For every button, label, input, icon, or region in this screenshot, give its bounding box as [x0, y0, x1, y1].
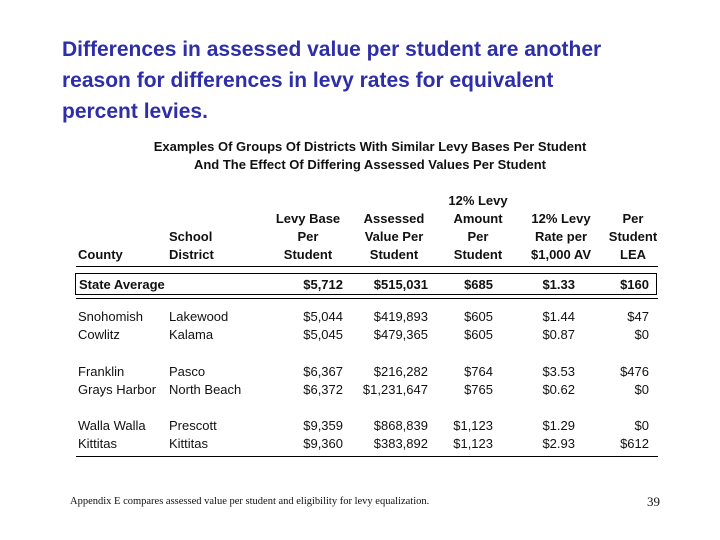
lea-cell: $0 — [634, 327, 649, 342]
header-line: 12% Levy — [531, 211, 591, 226]
levy-rate-cell: $0.62 — [542, 382, 575, 397]
levy-rate-cell: $0.87 — [542, 327, 575, 342]
state-average-assessed-value: $515,031 — [373, 277, 428, 292]
slide-title-line: Differences in assessed value per student are another — [62, 38, 602, 61]
header-line: Value Per — [364, 229, 424, 244]
lea-cell: $0 — [634, 418, 649, 433]
levy-amount-cell: $765 — [464, 382, 493, 397]
table-bottom-rule — [76, 456, 658, 457]
district-cell: Pasco — [169, 364, 206, 379]
header-line: School — [169, 229, 213, 244]
lea-cell: $47 — [627, 309, 649, 324]
levy-amount-cell: $1,123 — [453, 418, 493, 433]
header-line: 12% Levy — [448, 193, 508, 208]
slide-title-line: reason for differences in levy rates for equivalent — [62, 69, 554, 92]
levy-amount-cell: $605 — [464, 309, 493, 324]
assessed-value-cell: $419,893 — [373, 309, 428, 324]
header-line: Student — [369, 247, 419, 262]
lea-cell: $476 — [620, 364, 649, 379]
lea-cell: $0 — [634, 382, 649, 397]
district-cell: Kittitas — [169, 436, 209, 451]
slide-title-line: percent levies. — [62, 100, 208, 123]
table-caption-line: Examples Of Groups Of Districts With Similar Levy Bases Per Student — [153, 139, 587, 154]
levy-rate-cell: $3.53 — [542, 364, 575, 379]
district-cell: Kalama — [169, 327, 214, 342]
county-cell: Snohomish — [78, 309, 144, 324]
county-cell: Kittitas — [78, 436, 118, 451]
levy-amount-cell: $1,123 — [453, 436, 493, 451]
header-county — [78, 246, 123, 264]
header-line: LEA — [620, 247, 646, 262]
levy-base-cell: $6,372 — [303, 382, 343, 397]
assessed-value-cell: $868,839 — [373, 418, 428, 433]
levy-base-cell: $5,045 — [303, 327, 343, 342]
levy-rate-cell: $1.44 — [542, 309, 575, 324]
levy-base-cell: $9,360 — [303, 436, 343, 451]
table-caption-line: And The Effect Of Differing Assessed Values Per Student — [193, 157, 547, 172]
footnote: Appendix E compares assessed value per student and eligibility for levy equalization. — [70, 496, 430, 507]
header-lea — [604, 210, 662, 264]
slide-title — [62, 34, 692, 127]
header-line: Assessed — [363, 211, 425, 226]
levy-base-cell: $5,044 — [303, 309, 343, 324]
header-rule — [76, 266, 658, 267]
assessed-value-cell: $479,365 — [373, 327, 428, 342]
levy-rate-cell: $2.93 — [542, 436, 575, 451]
levy-rate-cell: $1.29 — [542, 418, 575, 433]
header-line: Student — [608, 229, 658, 244]
levy-base-cell: $6,367 — [303, 364, 343, 379]
levy-amount-cell: $764 — [464, 364, 493, 379]
header-line: Per — [467, 229, 489, 244]
assessed-value-cell: $1,231,647 — [362, 382, 428, 397]
district-cell: North Beach — [169, 382, 242, 397]
header-assessed-value — [352, 210, 436, 264]
county-cell: Cowlitz — [78, 327, 120, 342]
county-cell: Walla Walla — [78, 418, 146, 433]
table-caption — [90, 138, 650, 174]
county-cell: Grays Harbor — [78, 382, 157, 397]
assessed-value-cell: $216,282 — [373, 364, 428, 379]
header-line: Amount — [453, 211, 503, 226]
assessed-value-cell: $383,892 — [373, 436, 428, 451]
state-average-levy-rate: $1.33 — [542, 277, 575, 292]
state-average-levy-base: $5,712 — [303, 277, 343, 292]
district-cell: Prescott — [169, 418, 217, 433]
header-line: Rate per — [534, 229, 588, 244]
lea-cell: $612 — [620, 436, 649, 451]
county-cell: Franklin — [78, 364, 125, 379]
page-number: 39 — [647, 494, 660, 509]
header-line: Student — [453, 247, 503, 262]
header-line: $1,000 AV — [531, 247, 591, 262]
header-line: County — [78, 247, 123, 262]
header-line: Per — [297, 229, 319, 244]
header-levy-rate — [522, 210, 600, 264]
header-line: District — [169, 247, 214, 262]
header-line: Student — [283, 247, 333, 262]
state-average-label: State Average — [79, 277, 165, 292]
header-line: Per — [622, 211, 644, 226]
levy-base-cell: $9,359 — [303, 418, 343, 433]
state-average-rule — [76, 298, 658, 299]
header-line: Levy Base — [275, 211, 341, 226]
state-average-lea: $160 — [620, 277, 649, 292]
district-cell: Lakewood — [169, 309, 229, 324]
header-levy-base — [268, 210, 348, 264]
header-levy-amount — [440, 192, 516, 264]
levy-amount-cell: $605 — [464, 327, 493, 342]
header-district — [169, 228, 214, 264]
state-average-levy-amount: $685 — [464, 277, 493, 292]
